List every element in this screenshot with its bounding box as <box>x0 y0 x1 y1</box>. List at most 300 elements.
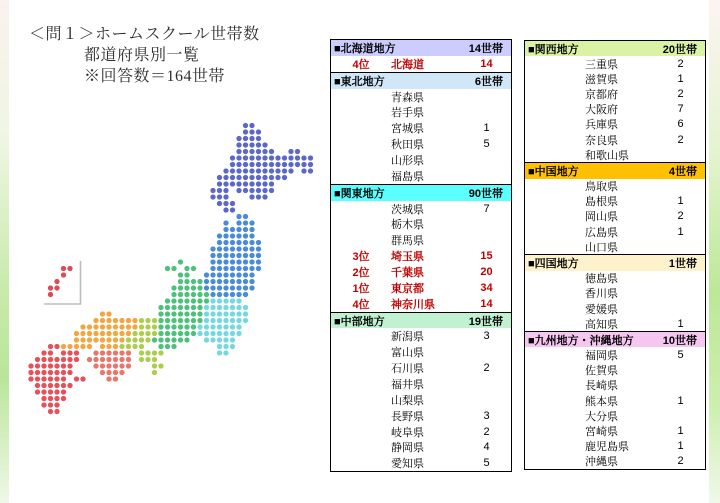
map-dot-chugoku <box>87 331 92 336</box>
map-dot-chugoku <box>93 337 98 342</box>
map-dot-tohoku <box>249 233 254 238</box>
prefecture-name: 千葉県 <box>391 266 424 279</box>
map-dot-tohoku <box>249 220 254 225</box>
prefecture-row <box>525 239 705 254</box>
map-dot-kyushu <box>54 376 59 381</box>
map-dot-chubu <box>197 298 202 303</box>
map-dot-shikoku <box>106 363 111 368</box>
prefecture-name: 群馬県 <box>391 235 424 248</box>
map-dot-hokkaido <box>230 201 235 206</box>
map-dot-tohoku <box>256 266 261 271</box>
map-dot-kanto <box>236 324 241 329</box>
map-dot-kyushu <box>61 376 66 381</box>
prefecture-row <box>525 209 705 224</box>
map-dot-shikoku <box>100 363 105 368</box>
map-dot-chubu <box>197 305 202 310</box>
map-dot-kansai <box>152 357 157 362</box>
map-dot-chugoku <box>100 331 105 336</box>
map-dot-tohoku <box>243 259 248 264</box>
map-dot-tohoku <box>223 279 228 284</box>
map-dot-hokkaido <box>308 155 313 160</box>
map-dot-shikoku <box>119 363 124 368</box>
map-dot-kyushu <box>54 396 59 401</box>
map-dot-kanto <box>223 324 228 329</box>
prefecture-row <box>525 393 705 408</box>
map-dot-chubu <box>158 331 163 336</box>
map-dot-tohoku <box>210 279 215 284</box>
map-dot-kanto <box>217 305 222 310</box>
map-dot-tohoku <box>223 285 228 290</box>
prefecture-table-right <box>524 40 706 470</box>
map-dot-kyushu <box>48 376 53 381</box>
map-dot-kyushu <box>67 350 72 355</box>
map-dot-tohoku <box>223 233 228 238</box>
prefecture-rank: 4位 <box>352 58 370 71</box>
prefecture-row <box>331 232 511 248</box>
prefecture-name: 富山県 <box>391 347 424 360</box>
map-dot-kyushu <box>67 357 72 362</box>
map-dot-hokkaido <box>301 168 306 173</box>
map-dot-shikoku <box>87 357 92 362</box>
map-dot-shikoku <box>113 370 118 375</box>
map-dot-chubu <box>191 292 196 297</box>
map-dot-kansai <box>152 350 157 355</box>
map-dot-hokkaido <box>210 188 215 193</box>
prefecture-count: 34 <box>480 281 493 294</box>
map-dot-tohoku <box>243 266 248 271</box>
map-dot-chubu <box>197 292 202 297</box>
map-dot-hokkaido <box>236 175 241 180</box>
map-dot-tohoku <box>236 240 241 245</box>
map-dot-okinawa-inset <box>48 285 53 290</box>
region-total: 4世帯 <box>668 165 697 178</box>
map-dot-tohoku <box>217 266 222 271</box>
map-dot-tohoku <box>256 259 261 264</box>
map-dot-chugoku <box>132 324 137 329</box>
map-dot-kansai <box>145 357 150 362</box>
map-dot-kanto <box>230 324 235 329</box>
map-dot-hokkaido <box>210 194 215 199</box>
map-dot-tohoku <box>249 240 254 245</box>
map-dot-kanto <box>217 344 222 349</box>
prefecture-row <box>331 136 511 152</box>
map-dot-kanto <box>204 324 209 329</box>
map-dot-kyushu <box>48 357 53 362</box>
map-dot-kyushu <box>74 357 79 362</box>
map-dot-okinawa-inset <box>54 279 59 284</box>
map-dot-hokkaido <box>262 181 267 186</box>
map-dot-tohoku <box>236 253 241 258</box>
region-name: ■北海道地方 <box>334 42 396 55</box>
map-dot-shikoku <box>126 357 131 362</box>
map-dot-tohoku <box>204 272 209 277</box>
map-dot-hokkaido <box>301 162 306 167</box>
map-dot-chubu <box>191 318 196 323</box>
map-dot-chubu <box>184 331 189 336</box>
region-name: ■関西地方 <box>528 43 579 56</box>
prefecture-name: 静岡県 <box>391 442 424 455</box>
map-dot-tohoku <box>236 272 241 277</box>
region-header <box>331 184 511 201</box>
map-dot-kanto <box>230 311 235 316</box>
map-dot-kanto <box>223 337 228 342</box>
map-dot-chubu <box>191 305 196 310</box>
prefecture-count: 1 <box>677 424 684 437</box>
map-dot-hokkaido <box>249 155 254 160</box>
prefecture-name: 和歌山県 <box>585 149 629 162</box>
map-dot-chubu <box>184 272 189 277</box>
map-dot-kansai <box>152 324 157 329</box>
map-dot-hokkaido <box>236 136 241 141</box>
map-dot-tohoku <box>217 285 222 290</box>
map-dot-shikoku <box>93 357 98 362</box>
prefecture-row <box>525 117 705 132</box>
prefecture-name: 三重県 <box>585 58 618 71</box>
map-dot-chugoku <box>113 318 118 323</box>
map-dot-kanto <box>223 331 228 336</box>
map-dot-kyushu <box>41 357 46 362</box>
map-dot-kyushu <box>28 363 33 368</box>
map-dot-kyushu <box>54 344 59 349</box>
map-dot-chubu <box>165 318 170 323</box>
map-dot-kanto <box>236 318 241 323</box>
map-dot-tohoku <box>249 279 254 284</box>
title-line-3: ※回答数＝164世帯 <box>84 68 226 85</box>
map-dot-chubu <box>191 324 196 329</box>
map-dot-tohoku <box>230 272 235 277</box>
map-dot-chugoku <box>87 344 92 349</box>
map-dot-hokkaido <box>282 175 287 180</box>
map-dot-chugoku <box>113 337 118 342</box>
region-header <box>525 331 705 347</box>
prefecture-row <box>331 392 511 408</box>
map-dot-chubu <box>158 318 163 323</box>
map-dot-chugoku <box>100 344 105 349</box>
map-dot-kansai <box>139 344 144 349</box>
map-dot-tohoku <box>223 227 228 232</box>
map-dot-kyushu <box>61 389 66 394</box>
map-dot-kyushu <box>28 370 33 375</box>
map-dot-shikoku <box>100 357 105 362</box>
map-dot-tohoku <box>236 259 241 264</box>
map-dot-hokkaido <box>256 188 261 193</box>
prefecture-row <box>331 439 511 455</box>
prefecture-row <box>525 132 705 147</box>
map-dot-hokkaido <box>282 162 287 167</box>
map-dot-kyushu <box>48 370 53 375</box>
map-dot-hokkaido <box>243 142 248 147</box>
map-dot-kansai <box>132 331 137 336</box>
prefecture-name: 宮城県 <box>391 123 424 136</box>
map-dot-kyushu <box>41 370 46 375</box>
prefecture-rank: 1位 <box>352 282 370 295</box>
prefecture-count: 2 <box>483 425 490 438</box>
prefecture-count: 5 <box>483 457 490 470</box>
map-dot-chubu <box>171 337 176 342</box>
map-dot-chubu <box>191 266 196 271</box>
map-dot-kanto <box>197 331 202 336</box>
map-dot-kansai <box>145 337 150 342</box>
map-dot-hokkaido <box>217 201 222 206</box>
map-dot-hokkaido <box>269 181 274 186</box>
map-dot-chubu <box>184 318 189 323</box>
prefecture-name: 新潟県 <box>391 331 424 344</box>
map-dot-hokkaido <box>275 175 280 180</box>
prefecture-count: 1 <box>677 195 684 208</box>
map-dot-kanto <box>236 331 241 336</box>
map-dot-tohoku <box>217 259 222 264</box>
prefecture-count: 2 <box>483 362 490 375</box>
map-dot-kyushu <box>35 389 40 394</box>
map-dot-hokkaido <box>230 207 235 212</box>
prefecture-table-left <box>330 39 512 472</box>
map-dot-hokkaido <box>243 181 248 186</box>
map-dot-chugoku <box>93 331 98 336</box>
prefecture-row <box>525 224 705 239</box>
prefecture-name: 鹿児島県 <box>585 441 629 454</box>
map-dot-kanto <box>197 324 202 329</box>
map-dot-tohoku <box>230 292 235 297</box>
map-dot-okinawa-inset <box>48 292 53 297</box>
map-dot-shikoku <box>119 357 124 362</box>
map-dot-chubu <box>165 331 170 336</box>
map-dot-chubu <box>171 311 176 316</box>
map-dot-hokkaido <box>230 168 235 173</box>
prefecture-name: 大分県 <box>585 410 618 423</box>
prefecture-name: 福井県 <box>391 378 424 391</box>
map-dot-kanto <box>243 311 248 316</box>
prefecture-count: 1 <box>483 122 490 135</box>
prefecture-count: 2 <box>677 455 684 468</box>
map-dot-kansai <box>152 318 157 323</box>
map-dot-hokkaido <box>256 181 261 186</box>
map-dot-chubu <box>171 331 176 336</box>
prefecture-count: 1 <box>677 317 684 330</box>
prefecture-row <box>331 120 511 136</box>
map-dot-tohoku <box>204 279 209 284</box>
map-dot-chugoku <box>80 337 85 342</box>
map-dot-kyushu <box>67 383 72 388</box>
region-name: ■東北地方 <box>334 75 385 88</box>
map-dot-chubu <box>158 337 163 342</box>
map-dot-chubu <box>178 292 183 297</box>
prefecture-count: 5 <box>483 138 490 151</box>
map-dot-hokkaido <box>223 168 228 173</box>
map-dot-tohoku <box>249 227 254 232</box>
map-dot-kanto <box>210 337 215 342</box>
prefecture-name: 岩手県 <box>391 107 424 120</box>
map-dot-hokkaido <box>275 155 280 160</box>
prefecture-count: 7 <box>677 103 684 116</box>
prefecture-name: 岐阜県 <box>391 426 424 439</box>
map-dot-tohoku <box>223 220 228 225</box>
map-dot-chugoku <box>74 344 79 349</box>
map-dot-chubu <box>178 272 183 277</box>
map-dot-kanto <box>223 305 228 310</box>
map-dot-tohoku <box>249 246 254 251</box>
prefecture-count: 1 <box>677 394 684 407</box>
map-dot-tohoku <box>217 240 222 245</box>
map-dot-chubu <box>184 324 189 329</box>
region-name: ■中国地方 <box>528 165 579 178</box>
map-dot-tohoku <box>243 272 248 277</box>
prefecture-rank: 2位 <box>352 266 370 279</box>
map-dot-chugoku <box>119 324 124 329</box>
map-dot-chubu <box>165 305 170 310</box>
map-dot-chubu <box>184 305 189 310</box>
prefecture-name: 青森県 <box>391 91 424 104</box>
prefecture-row <box>525 179 705 194</box>
map-dot-hokkaido <box>262 188 267 193</box>
map-dot-chubu <box>165 298 170 303</box>
map-dot-tohoku <box>210 259 215 264</box>
prefecture-row <box>331 216 511 232</box>
prefecture-name: 長野県 <box>391 410 424 423</box>
region-name: ■九州地方・沖縄地方 <box>528 334 634 347</box>
map-dot-kyushu <box>61 396 66 401</box>
prefecture-row <box>331 152 511 168</box>
map-dot-hokkaido <box>243 123 248 128</box>
prefecture-name: 茨城県 <box>391 203 424 216</box>
map-dot-chubu <box>171 318 176 323</box>
map-dot-chugoku <box>113 331 118 336</box>
prefecture-name: 兵庫県 <box>585 119 618 132</box>
prefecture-name: 山梨県 <box>391 394 424 407</box>
map-dot-hokkaido <box>262 142 267 147</box>
prefecture-name: 東京都 <box>391 282 424 295</box>
map-dot-chubu <box>197 279 202 284</box>
map-dot-kanto <box>236 311 241 316</box>
map-dot-hokkaido <box>223 188 228 193</box>
prefecture-row <box>525 194 705 209</box>
map-dot-kyushu <box>61 363 66 368</box>
map-dot-chubu <box>178 337 183 342</box>
map-dot-hokkaido <box>288 162 293 167</box>
map-dot-kyushu <box>48 389 53 394</box>
map-dot-tohoku <box>223 266 228 271</box>
map-dot-kanto <box>217 337 222 342</box>
map-dot-tohoku <box>243 233 248 238</box>
map-dot-kanto <box>236 305 241 310</box>
map-dot-kansai <box>145 318 150 323</box>
region-header <box>331 40 511 56</box>
map-dot-chubu <box>184 337 189 342</box>
map-dot-tohoku <box>230 259 235 264</box>
prefecture-count: 1 <box>677 440 684 453</box>
map-dot-hokkaido <box>230 155 235 160</box>
map-dot-chugoku <box>100 311 105 316</box>
map-dot-chugoku <box>80 344 85 349</box>
map-dot-chubu <box>197 285 202 290</box>
map-dot-tohoku <box>243 279 248 284</box>
prefecture-row <box>525 271 705 286</box>
map-dot-okinawa-inset <box>61 272 66 277</box>
map-dot-hokkaido <box>249 168 254 173</box>
prefecture-name: 石川県 <box>391 363 424 376</box>
map-dot-kyushu <box>54 389 59 394</box>
prefecture-row <box>525 286 705 301</box>
map-dot-kyushu <box>35 363 40 368</box>
map-dot-kansai <box>158 350 163 355</box>
map-dot-hokkaido <box>256 136 261 141</box>
map-dot-kansai <box>126 344 131 349</box>
map-dot-kanto <box>230 298 235 303</box>
map-dot-kanto <box>223 298 228 303</box>
map-dot-tohoku <box>243 240 248 245</box>
map-dot-kansai <box>139 350 144 355</box>
map-dot-chugoku <box>106 324 111 329</box>
map-dot-chubu <box>191 298 196 303</box>
map-dot-tohoku <box>243 220 248 225</box>
map-dot-hokkaido <box>256 149 261 154</box>
map-dot-hokkaido <box>262 168 267 173</box>
prefecture-name: 福岡県 <box>585 350 618 363</box>
prefecture-row <box>331 104 511 120</box>
map-dot-chugoku <box>67 344 72 349</box>
map-dot-chubu <box>171 266 176 271</box>
map-dot-chubu <box>184 292 189 297</box>
region-name: ■関東地方 <box>334 187 385 200</box>
map-dot-chugoku <box>80 324 85 329</box>
prefecture-row <box>331 56 511 72</box>
map-dot-shikoku <box>106 376 111 381</box>
map-dot-chubu <box>165 311 170 316</box>
map-dot-tohoku <box>236 220 241 225</box>
prefecture-name: 愛媛県 <box>585 303 618 316</box>
map-dot-chugoku <box>106 311 111 316</box>
map-dot-hokkaido <box>256 129 261 134</box>
prefecture-count: 7 <box>483 202 490 215</box>
prefecture-count: 14 <box>480 297 493 310</box>
map-dot-tohoku <box>230 227 235 232</box>
map-dot-tohoku <box>243 227 248 232</box>
map-dot-chugoku <box>126 324 131 329</box>
map-dot-kansai <box>152 363 157 368</box>
map-dot-chubu <box>184 285 189 290</box>
map-dot-kyushu <box>48 383 53 388</box>
map-dot-tohoku <box>236 233 241 238</box>
map-dot-okinawa-inset <box>54 285 59 290</box>
map-dot-chubu <box>197 311 202 316</box>
map-dot-hokkaido <box>236 162 241 167</box>
map-dot-hokkaido <box>262 175 267 180</box>
prefecture-count: 2 <box>677 88 684 101</box>
map-dot-hokkaido <box>249 142 254 147</box>
prefecture-row <box>525 56 705 71</box>
prefecture-name: 埼玉県 <box>391 251 424 264</box>
map-dot-kanto <box>236 298 241 303</box>
map-dot-kyushu <box>48 409 53 414</box>
prefecture-count: 2 <box>677 210 684 223</box>
map-dot-chubu <box>191 311 196 316</box>
map-dot-tohoku <box>249 259 254 264</box>
map-dot-kanto <box>210 305 215 310</box>
prefecture-count: 3 <box>483 330 490 343</box>
map-dot-chubu <box>204 298 209 303</box>
map-dot-tohoku <box>256 246 261 251</box>
map-dot-tohoku <box>256 240 261 245</box>
prefecture-name: 徳島県 <box>585 273 618 286</box>
map-dot-kyushu <box>61 370 66 375</box>
map-dot-chubu <box>165 266 170 271</box>
prefecture-name: 京都府 <box>585 89 618 102</box>
prefecture-name: 福島県 <box>391 170 424 183</box>
map-dot-tohoku <box>236 227 241 232</box>
map-dot-tohoku <box>243 292 248 297</box>
map-dot-kanto <box>210 298 215 303</box>
map-dot-chubu <box>184 311 189 316</box>
map-dot-chugoku <box>61 344 66 349</box>
